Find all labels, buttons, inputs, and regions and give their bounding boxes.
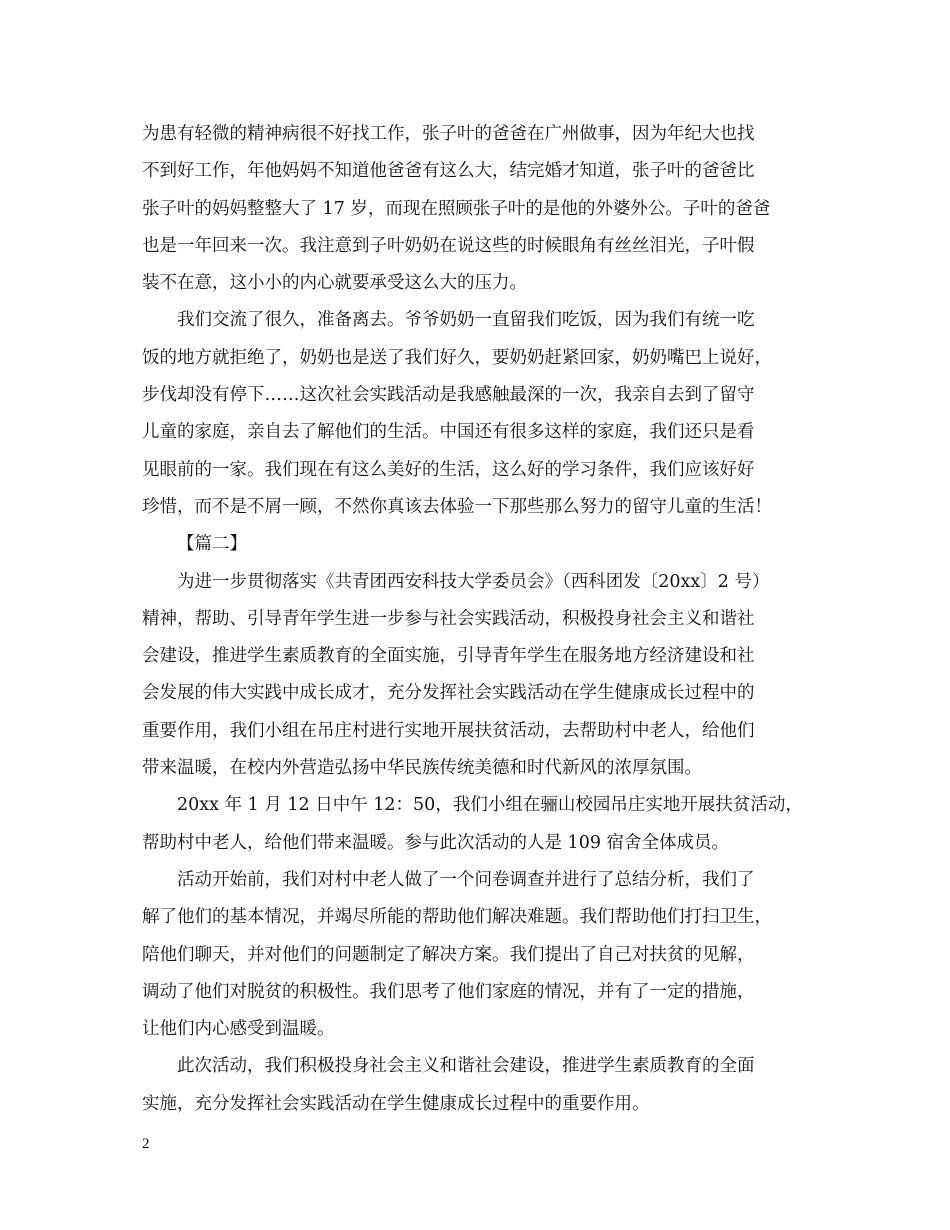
text-line: 活动开始前，我们对村中老人做了一个问卷调查并进行了总结分析，我们了 bbox=[177, 869, 755, 890]
text-line: 饭的地方就拒绝了，奶奶也是送了我们好久，要奶奶赶紧回家，奶奶嘴巴上说好， bbox=[142, 347, 772, 368]
text-line: 调动了他们对脱贫的积极性。我们思考了他们家庭的情况，并有了一定的措施， bbox=[142, 981, 755, 1002]
text-line: 装不在意，这小小的内心就要承受这么大的压力。 bbox=[142, 273, 527, 294]
text-line: 儿童的家庭，亲自去了解他们的生活。中国还有很多这样的家庭，我们还只是看 bbox=[142, 422, 755, 443]
text-line: 我们交流了很久，准备离去。爷爷奶奶一直留我们吃饭，因为我们有统一吃 bbox=[177, 310, 755, 331]
text-line: 【篇二】 bbox=[177, 534, 247, 555]
text-line: 让他们内心感受到温暖。 bbox=[142, 1019, 335, 1040]
text-line: 带来温暖，在校内外营造弘扬中华民族传统美德和时代新风的浓厚氛围。 bbox=[142, 758, 702, 779]
text-line: 不到好工作，年他妈妈不知道他爸爸有这么大，结完婚才知道，张子叶的爸爸比 bbox=[142, 161, 755, 182]
text-line: 陪他们聊天，并对他们的问题制定了解决方案。我们提出了自己对扶贫的见解， bbox=[142, 944, 755, 965]
text-line: 张子叶的妈妈整整大了 17 岁，而现在照顾张子叶的是他的外婆外公。子叶的爸爸 bbox=[142, 198, 771, 219]
text-line: 为进一步贯彻落实《共青团西安科技大学委员会》（西科团发〔20xx〕2 号） bbox=[177, 571, 770, 592]
text-line: 此次活动，我们积极投身社会主义和谐社会建设，推进学生素质教育的全面 bbox=[177, 1056, 755, 1077]
text-line: 帮助村中老人，给他们带来温暖。参与此次活动的人是 109 宿舍全体成员。 bbox=[142, 832, 730, 853]
text-line: 为患有轻微的精神病很不好找工作，张子叶的爸爸在广州做事，因为年纪大也找 bbox=[142, 124, 755, 144]
document-body bbox=[142, 116, 812, 1123]
text-line: 实施，充分发挥社会实践活动在学生健康成长过程中的重要作用。 bbox=[142, 1093, 650, 1114]
text-line: 见眼前的一家。我们现在有这么美好的生活，这么好的学习条件，我们应该好好 bbox=[142, 459, 755, 480]
text-line: 也是一年回来一次。我注意到子叶奶奶在说这些的时候眼角有丝丝泪光，子叶假 bbox=[142, 235, 755, 256]
text-line: 步伐却没有停下……这次社会实践活动是我感触最深的一次，我亲自去到了留守 bbox=[142, 385, 755, 406]
text-line: 解了他们的基本情况，并竭尽所能的帮助他们解决难题。我们帮助他们打扫卫生， bbox=[142, 907, 772, 928]
page-number: 2 bbox=[142, 1136, 150, 1152]
text-line: 会建设，推进学生素质教育的全面实施，引导青年学生在服务地方经济建设和社 bbox=[142, 646, 755, 667]
text-line: 重要作用，我们小组在吊庄村进行实地开展扶贫活动，去帮助村中老人，给他们 bbox=[142, 720, 755, 741]
text-line: 珍惜，而不是不屑一顾，不然你真该去体验一下那些那么努力的留守儿童的生活！ bbox=[142, 496, 772, 517]
text-line: 精神，帮助、引导青年学生进一步参与社会实践活动，积极投身社会主义和谐社 bbox=[142, 608, 755, 629]
text-line: 20xx 年 1 月 12 日中午 12：50，我们小组在骊山校园吊庄实地开展扶贫活动， bbox=[177, 795, 803, 816]
text-line: 会发展的伟大实践中成长成才，充分发挥社会实践活动在学生健康成长过程中的 bbox=[142, 683, 755, 704]
